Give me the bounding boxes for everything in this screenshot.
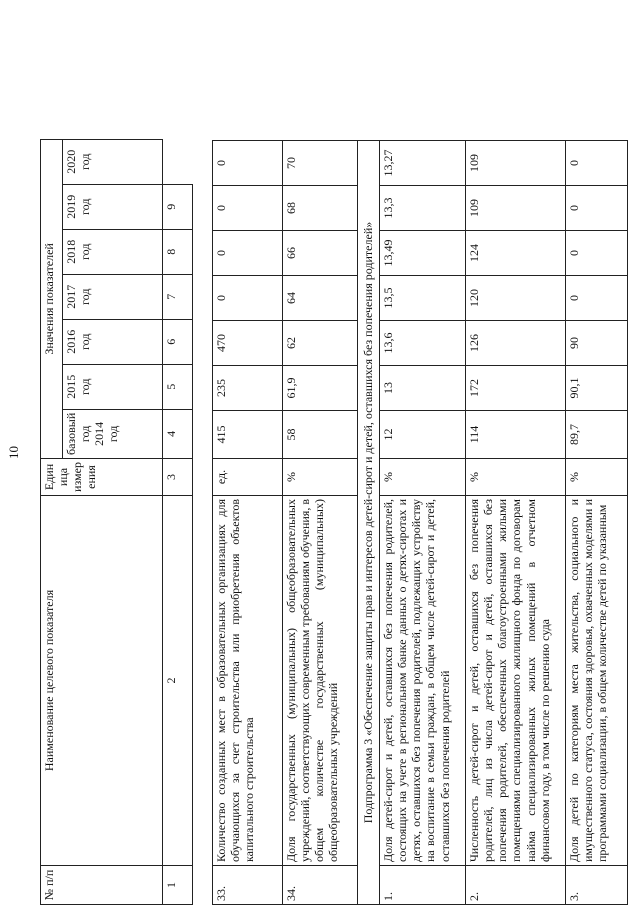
row-value: 120 <box>466 276 566 321</box>
table-row <box>213 141 283 905</box>
row-num: 1. <box>380 866 466 905</box>
header-year-base: базовый год 2014 год <box>63 409 163 458</box>
row-value: 58 <box>283 411 358 459</box>
subprogram-title: Подпрограмма 3 «Обеспечение защиты прав и интересов детей-сирот и детей, оставшихся без попечения родителей» <box>358 141 380 905</box>
row-value: 0 <box>213 186 283 231</box>
row-name: Доля детей-сирот и детей, оставшихся без попечения родителей, состоящих на учете в региональном банке данных о детях-сиротах и детях, оставшихся без попечения родителей, подлежащих устройству на воспитание в семьи граждан, в общем числе детей-сирот и детей, оставшихся без попечения родителей <box>380 496 466 866</box>
row-value: 109 <box>466 141 566 186</box>
row-value: 13,3 <box>380 186 466 231</box>
row-value: 13,49 <box>380 231 466 276</box>
row-value: 415 <box>213 411 283 459</box>
row-value: 0 <box>566 186 628 231</box>
row-num: 3. <box>566 866 628 905</box>
row-value: 172 <box>466 366 566 411</box>
row-value: 109 <box>466 186 566 231</box>
row-num: 2. <box>466 866 566 905</box>
row-value: 64 <box>283 276 358 321</box>
row-unit: % <box>380 459 466 496</box>
row-value: 13,27 <box>380 141 466 186</box>
header-num: № п/п <box>41 866 163 905</box>
row-value: 61,9 <box>283 366 358 411</box>
table-row <box>283 141 358 905</box>
col-number: 4 <box>163 409 193 458</box>
row-value: 124 <box>466 231 566 276</box>
row-value: 114 <box>466 411 566 459</box>
row-value: 470 <box>213 321 283 366</box>
header-year-2018: 2018 год <box>63 229 163 274</box>
row-value: 0 <box>566 141 628 186</box>
page-number: 10 <box>6 446 21 459</box>
row-num: 33. <box>213 866 283 905</box>
row-value: 89,7 <box>566 411 628 459</box>
row-value: 68 <box>283 186 358 231</box>
subprogram-row <box>358 141 380 905</box>
header-year-2020: 2020 год <box>63 139 163 184</box>
row-unit: % <box>283 459 358 496</box>
col-number: 2 <box>163 496 193 866</box>
row-value: 0 <box>213 231 283 276</box>
row-value: 66 <box>283 231 358 276</box>
col-number: 3 <box>163 459 193 496</box>
table-row <box>566 141 628 905</box>
row-unit: % <box>466 459 566 496</box>
row-value: 235 <box>213 366 283 411</box>
header-values-group: Значения показателей <box>41 139 63 458</box>
row-value: 90 <box>566 321 628 366</box>
header-unit: Един ица измер ения <box>41 459 163 496</box>
row-value: 12 <box>380 411 466 459</box>
row-value: 0 <box>213 276 283 321</box>
header-year-2019: 2019 год <box>63 184 163 229</box>
header-name: Наименование целевого показателя <box>41 496 163 866</box>
col-number: 9 <box>163 184 193 229</box>
row-name: Доля детей по категориям места жительства, социального и имущественного статуса, состояния здоровья, охваченных моделями и программами социализации, в общем количестве детей по указанным <box>566 496 628 866</box>
row-value: 13 <box>380 366 466 411</box>
row-num: 34. <box>283 866 358 905</box>
row-unit: ед. <box>213 459 283 496</box>
row-name: Доля государственных (муниципальных) общеобразовательных учреждений, соответствующих современным требованиям обучения, в общем количестве государственных (муниципальных) общеобразовательных учреждений <box>283 496 358 866</box>
row-name: Количество созданных мест в образовательных организациях для обучающихся за счет строительства или приобретения объектов капитального строительства <box>213 496 283 866</box>
row-value: 62 <box>283 321 358 366</box>
indicator-header-table <box>40 139 193 905</box>
row-value: 0 <box>566 231 628 276</box>
row-value: 0 <box>566 276 628 321</box>
row-value: 0 <box>213 141 283 186</box>
col-number: 5 <box>163 364 193 409</box>
table-row <box>380 141 466 905</box>
col-number: 1 <box>163 866 193 905</box>
header-year-2016: 2016 год <box>63 319 163 364</box>
header-year-2017: 2017 год <box>63 274 163 319</box>
row-name: Численность детей-сирот и детей, оставшихся без попечения родителей, лиц из числа детей-сирот и детей, оставшихся без попечения родителей, обеспеченных благоустроенными жилыми помещениями специализированного жилищного фонда по договорам найма специализированных жилых помещений в отчетном финансовом году, в том числе по решению суда <box>466 496 566 866</box>
row-value: 13,6 <box>380 321 466 366</box>
row-value: 126 <box>466 321 566 366</box>
row-unit: % <box>566 459 628 496</box>
header-year-2015: 2015 год <box>63 364 163 409</box>
table-row <box>466 141 566 905</box>
row-value: 13,5 <box>380 276 466 321</box>
col-number: 6 <box>163 319 193 364</box>
row-value: 90,1 <box>566 366 628 411</box>
col-number: 8 <box>163 229 193 274</box>
indicator-body-table <box>212 140 628 905</box>
col-number: 7 <box>163 274 193 319</box>
row-value: 70 <box>283 141 358 186</box>
